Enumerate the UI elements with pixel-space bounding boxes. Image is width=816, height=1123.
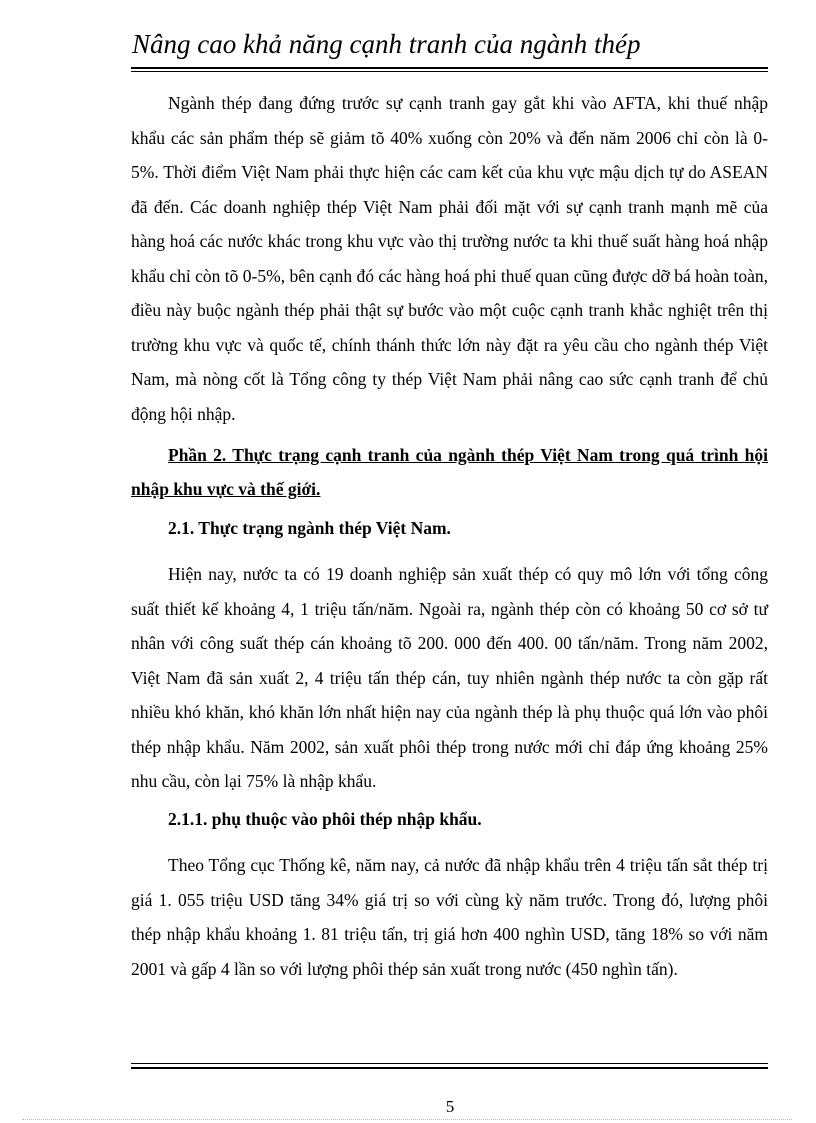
page-number: 5: [445, 1097, 455, 1116]
section-2-heading: Phần 2. Thực trạng cạnh tranh của ngành thép Việt Nam trong quá trình hội nhập khu vực và thế giới.: [131, 445, 768, 499]
intro-paragraph: Ngành thép đang đứng trước sự cạnh tranh gay gắt khi vào AFTA, khi thuế nhập khẩu các sản phẩm thép sẽ giảm tõ 40% xuống còn 20% và đến năm 2006 chỉ còn là 0-5%. Thời điểm Việt Nam phải thực hiện các cam kết của khu vực mậu dịch tự do ASEAN đã đến. Các doanh nghiệp thép Việt Nam phải đối mặt với sự cạnh tranh mạnh mẽ của hàng hoá các nước khác trong khu vực vào thị trường nước ta khi thuế suất hàng hoá nhập khẩu chỉ còn tõ 0-5%, bên cạnh đó các hàng hoá phi thuế quan cũng được dỡ bá hoàn toàn, điều này buộc ngành thép phải thật sự bước vào một cuộc cạnh tranh khắc nghiệt trên thị trường khu vực và quốc tế, chính thánh thức lớn này đặt ra yêu cầu cho ngành thép Việt Nam, mà nòng cốt là Tổng công ty thép Việt Nam phải nâng cao sức cạnh tranh để chủ động hội nhập.: [131, 93, 768, 424]
header-divider-thin: [131, 71, 768, 72]
footer-divider-thick: [131, 1067, 768, 1069]
footer-divider-thin: [131, 1063, 768, 1064]
header-divider-thick: [131, 67, 768, 69]
page-bottom-dotted-edge: [22, 1119, 792, 1120]
section-2-1-heading: 2.1. Thực trạng ngành thép Việt Nam.: [168, 518, 451, 538]
section-2-1-paragraph: Hiện nay, nước ta có 19 doanh nghiệp sản xuất thép có quy mô lớn với tổng công suất thiết kế khoảng 4, 1 triệu tấn/năm. Ngoài ra, ngành thép còn có khoảng 50 cơ sở tư nhân với công suất thép cán khoảng tõ 200. 000 đến 400. 00 tấn/năm. Trong năm 2002, Việt Nam đã sản xuất 2, 4 triệu tấn thép cán, tuy nhiên ngành thép nước ta còn gặp rất nhiều khó khăn, khó khăn lớn nhất hiện nay của ngành thép là phụ thuộc quá lớn vào phôi thép nhập khẩu. Năm 2002, sản xuất phôi thép trong nước mới chỉ đáp ứng khoảng 25% nhu cầu, còn lại 75% là nhập khẩu.: [131, 564, 768, 791]
section-2-1-1-paragraph: Theo Tổng cục Thống kê, năm nay, cả nước đã nhập khẩu trên 4 triệu tấn sắt thép trị giá 1. 055 triệu USD tăng 34% giá trị so với cùng kỳ năm trước. Trong đó, lượng phôi thép nhập khẩu khoảng 1. 81 triệu tấn, trị giá hơn 400 nghìn USD, tăng 18% so với năm 2001 và gấp 4 lần so với lượng phôi thép sản xuất trong nước (450 nghìn tấn).: [131, 855, 768, 979]
page-header-title: Nâng cao khả năng cạnh tranh của ngành thép: [132, 29, 641, 59]
section-2-1-1-heading: 2.1.1. phụ thuộc vào phôi thép nhập khẩu.: [168, 809, 482, 829]
